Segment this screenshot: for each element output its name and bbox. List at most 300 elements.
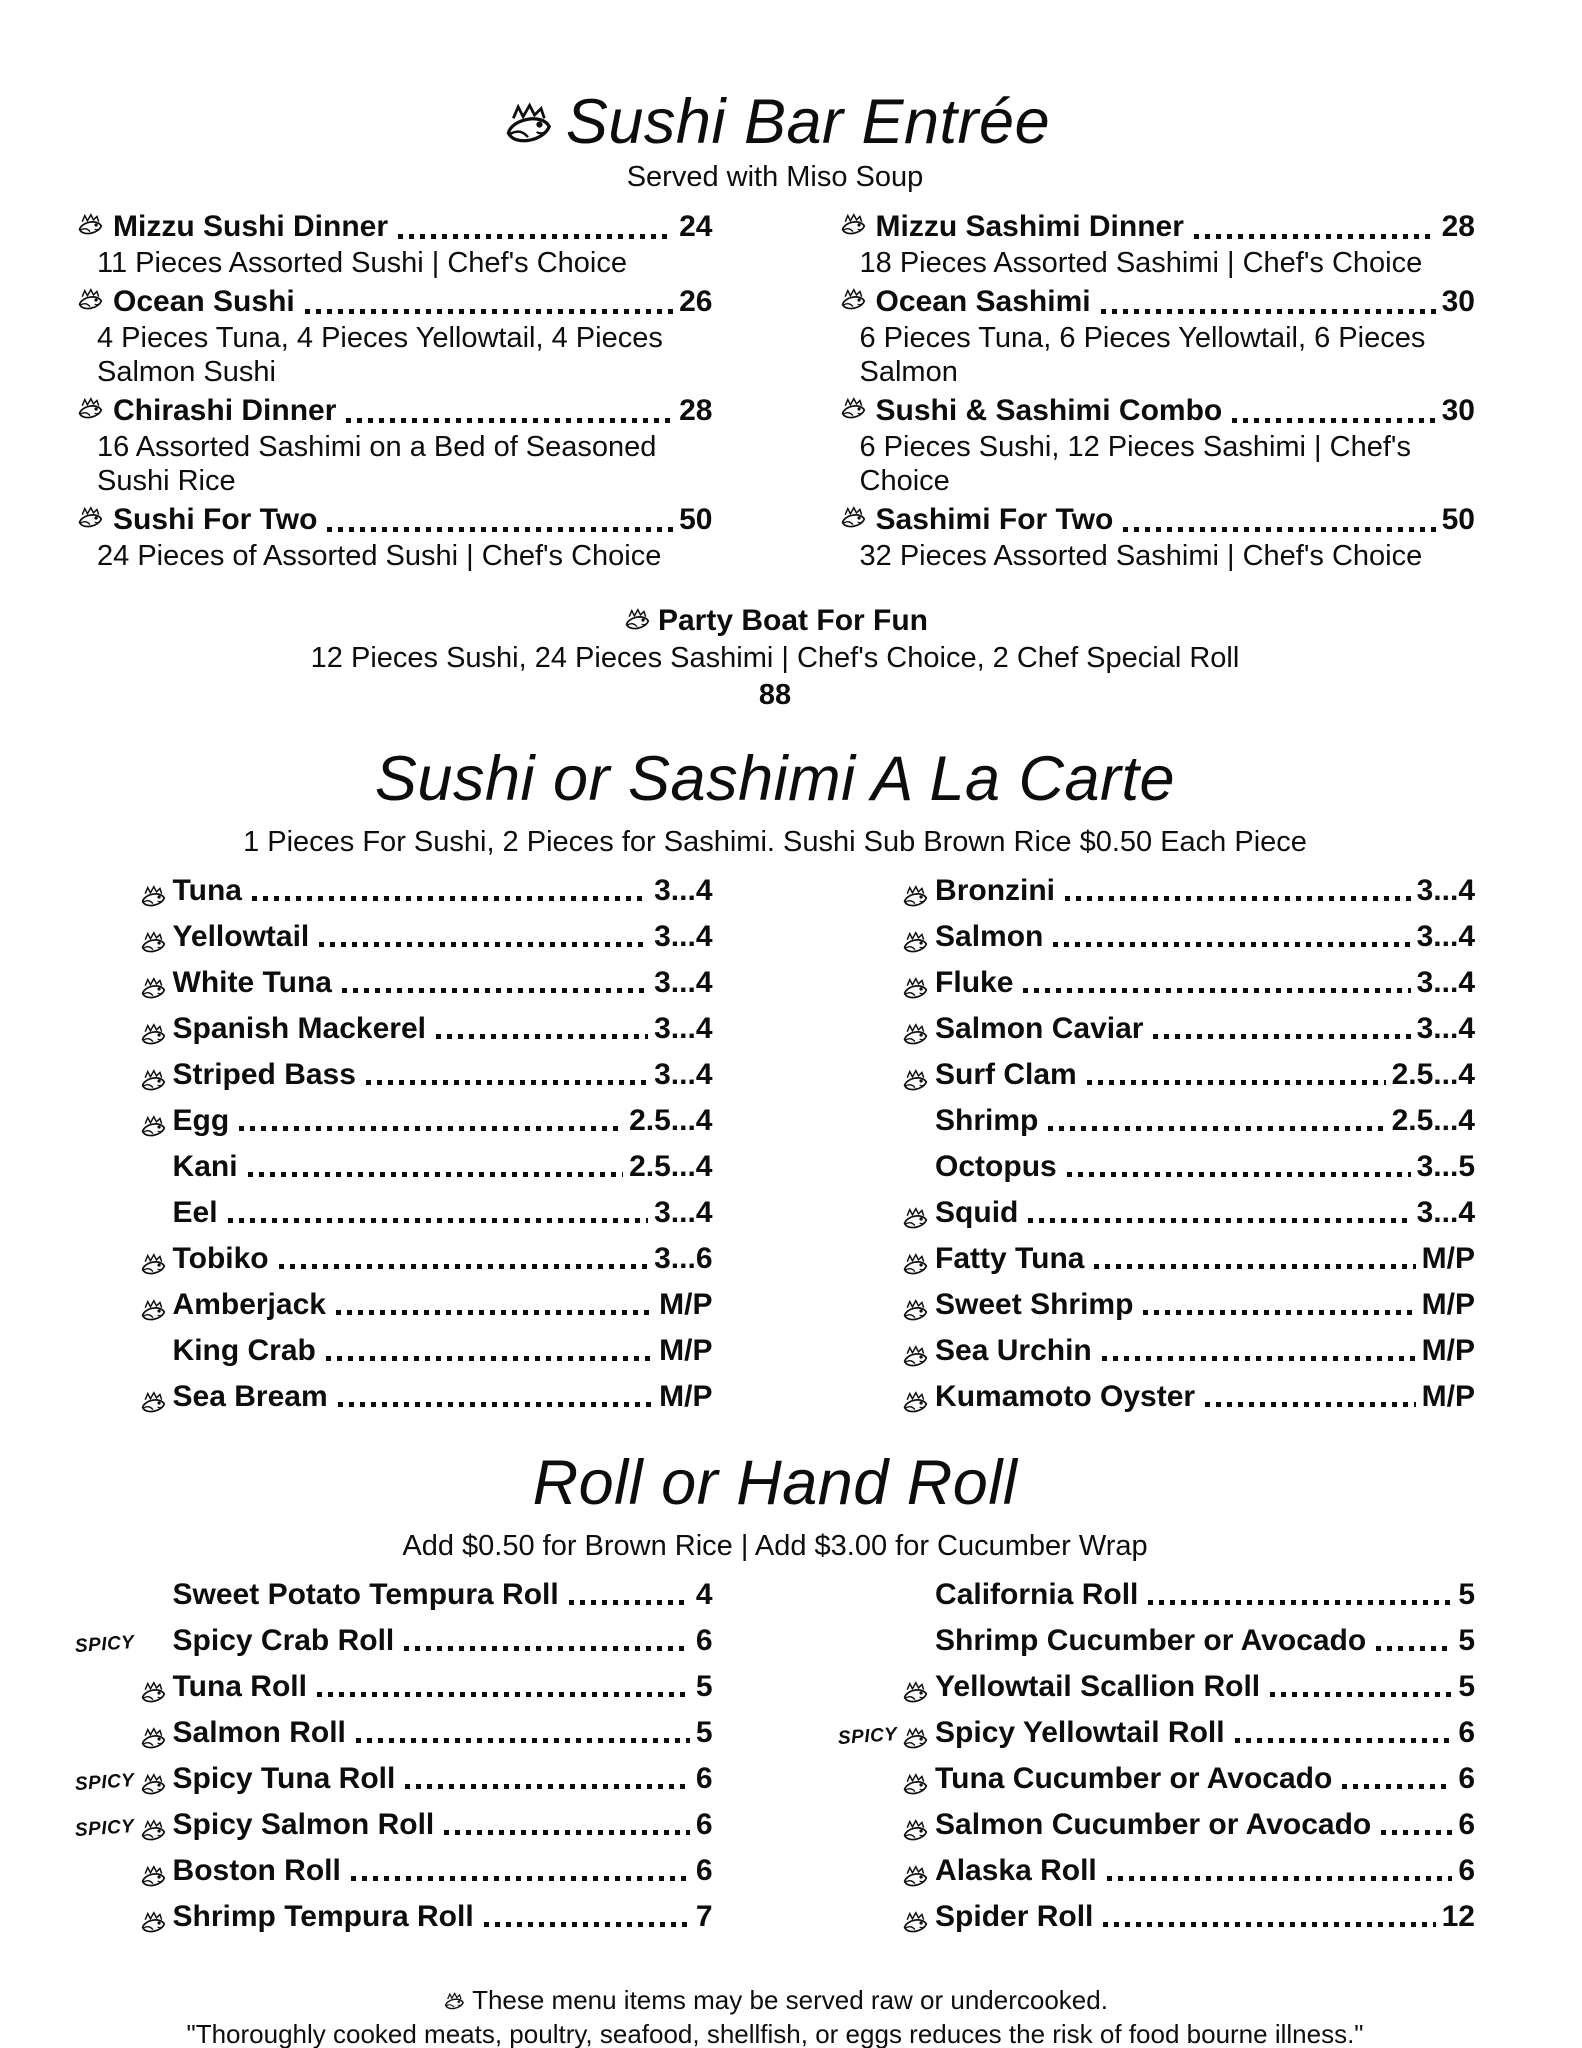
item-price: 7 xyxy=(695,1900,713,1933)
footer-raw-notice xyxy=(442,1983,1108,2017)
spicy-label: SPICY xyxy=(74,1769,136,1796)
menu-item xyxy=(838,1717,1476,1750)
item-lead xyxy=(75,1862,173,1888)
fish-icon xyxy=(900,977,930,1003)
item-name: Sashimi For Two xyxy=(875,503,1114,536)
dot-leader xyxy=(1235,1738,1453,1743)
item-name: Eel xyxy=(172,1196,218,1229)
item-lead xyxy=(838,394,876,420)
menu-item xyxy=(838,1197,1476,1230)
dot-leader xyxy=(1101,309,1436,314)
fish-icon xyxy=(900,885,930,911)
menu-item xyxy=(838,1105,1476,1138)
fish-icon xyxy=(138,1391,168,1417)
fish-icon xyxy=(838,397,868,423)
item-name: Sea Bream xyxy=(172,1380,328,1413)
item-name: Sea Urchin xyxy=(935,1334,1092,1367)
menu-item-line xyxy=(838,501,1476,539)
entree-column-right xyxy=(838,208,1476,576)
item-description: 6 Pieces Sushi, 12 Pieces Sashimi | Chef's Choice xyxy=(859,431,1411,497)
dot-leader xyxy=(398,234,673,239)
menu-item-line xyxy=(838,283,1476,321)
item-name: Spanish Mackerel xyxy=(172,1012,426,1045)
item-price: 28 xyxy=(679,394,713,427)
item-price: 5 xyxy=(695,1716,713,1749)
item-price: 3...4 xyxy=(654,1058,713,1091)
rolls-header xyxy=(75,1439,1475,1565)
menu-item-line xyxy=(838,208,1476,246)
item-name: Salmon xyxy=(935,920,1044,953)
item-lead xyxy=(838,1678,936,1704)
item-price: 6 xyxy=(1458,1854,1475,1887)
item-name: Mizzu Sushi Dinner xyxy=(113,210,389,243)
dot-leader xyxy=(239,1126,623,1131)
item-lead xyxy=(75,928,173,954)
item-lead xyxy=(838,882,936,908)
fish-icon xyxy=(838,213,868,239)
item-lead xyxy=(75,1586,173,1612)
item-lead xyxy=(838,1908,936,1934)
alacarte-columns xyxy=(75,875,1475,1427)
item-price: 3...4 xyxy=(1416,920,1475,953)
item-price: 5 xyxy=(1458,1578,1475,1611)
item-lead xyxy=(75,210,113,236)
fish-icon xyxy=(75,213,105,239)
item-name: Shrimp Cucumber or Avocado xyxy=(935,1624,1367,1657)
item-description: 32 Pieces Assorted Sashimi | Chef's Choice xyxy=(859,540,1423,572)
fish-icon xyxy=(900,1727,930,1753)
menu-item xyxy=(75,1717,713,1750)
item-description: 24 Pieces of Assorted Sushi | Chef's Choice xyxy=(97,540,662,572)
dot-leader xyxy=(336,1310,653,1315)
item-name: Ocean Sashimi xyxy=(875,285,1091,318)
item-lead xyxy=(838,1632,936,1658)
item-price: M/P xyxy=(1421,1242,1475,1275)
menu-item xyxy=(75,1625,713,1658)
item-lead xyxy=(75,1342,173,1368)
menu-item xyxy=(75,208,713,280)
item-price: 3...4 xyxy=(1416,1196,1475,1229)
party-boat-description: 12 Pieces Sushi, 24 Pieces Sashimi | Chef's Choice, 2 Chef Special Roll xyxy=(310,642,1240,674)
item-name: Alaska Roll xyxy=(935,1854,1097,1887)
dot-leader xyxy=(351,1876,690,1881)
item-lead xyxy=(75,503,113,529)
item-lead xyxy=(75,1632,173,1658)
dot-leader xyxy=(1381,1830,1452,1835)
menu-item xyxy=(838,1381,1476,1414)
item-name: Surf Clam xyxy=(935,1058,1077,1091)
dot-leader xyxy=(1376,1646,1452,1651)
fish-icon xyxy=(138,1069,168,1095)
dot-leader xyxy=(1065,896,1411,901)
item-name: Striped Bass xyxy=(172,1058,356,1091)
menu-item xyxy=(75,1013,713,1046)
fish-icon xyxy=(900,1253,930,1279)
dot-leader xyxy=(327,527,673,532)
item-lead xyxy=(75,1296,173,1322)
dot-leader xyxy=(436,1034,648,1039)
item-price: 28 xyxy=(1441,210,1475,243)
menu-item xyxy=(75,1579,713,1612)
fish-icon xyxy=(900,1391,930,1417)
item-name: Salmon Roll xyxy=(172,1716,346,1749)
menu-item xyxy=(838,1855,1476,1888)
item-lead xyxy=(838,974,936,1000)
menu-item xyxy=(838,283,1476,389)
item-name: Salmon Cucumber or Avocado xyxy=(935,1808,1372,1841)
item-lead xyxy=(75,1250,173,1276)
item-lead xyxy=(75,1678,173,1704)
item-lead xyxy=(75,974,173,1000)
menu-item xyxy=(838,1671,1476,1704)
spicy-label: SPICY xyxy=(836,1723,898,1750)
dot-leader xyxy=(1087,1080,1386,1085)
alacarte-header xyxy=(75,735,1475,861)
item-price: 6 xyxy=(1458,1762,1475,1795)
footer-cooked-notice: "Thoroughly cooked meats, poultry, seafood, shellfish, or eggs reduces the risk of food bourne illness." xyxy=(186,2019,1364,2048)
fish-icon xyxy=(900,1865,930,1891)
item-lead xyxy=(838,210,876,236)
menu-item xyxy=(75,1855,713,1888)
item-lead xyxy=(75,1816,173,1842)
item-price: 3...4 xyxy=(1416,1012,1475,1045)
menu-item xyxy=(75,392,713,498)
fish-icon xyxy=(900,1207,930,1233)
item-price: 3...4 xyxy=(1416,874,1475,907)
fish-icon xyxy=(900,931,930,957)
rolls-title: Roll or Hand Roll xyxy=(532,1448,1018,1518)
dot-leader xyxy=(338,1402,654,1407)
dot-leader xyxy=(404,1646,690,1651)
party-boat-line xyxy=(622,602,928,640)
item-price: M/P xyxy=(1421,1334,1475,1367)
menu-item xyxy=(75,1243,713,1276)
menu-item xyxy=(838,1579,1476,1612)
menu-item xyxy=(75,1335,713,1368)
dot-leader xyxy=(1053,942,1410,947)
item-price: 30 xyxy=(1441,285,1475,318)
spicy-label: SPICY xyxy=(74,1815,136,1842)
footer-raw-notice-text: These menu items may be served raw or undercooked. xyxy=(472,1985,1108,2015)
fish-icon xyxy=(900,1299,930,1325)
fish-icon xyxy=(75,506,105,532)
footer-disclaimer xyxy=(75,1983,1475,2048)
item-price: 6 xyxy=(1458,1808,1475,1841)
dot-leader xyxy=(1148,1600,1452,1605)
item-name: Bronzini xyxy=(935,874,1056,907)
item-price: 2.5...4 xyxy=(629,1104,713,1137)
menu-item xyxy=(75,1105,713,1138)
fish-icon xyxy=(138,1253,168,1279)
dot-leader xyxy=(228,1218,649,1223)
item-price: 50 xyxy=(679,503,713,536)
menu-item xyxy=(838,1901,1476,1934)
item-price: M/P xyxy=(659,1380,713,1413)
item-lead xyxy=(75,1112,173,1138)
item-name: Yellowtail Scallion Roll xyxy=(935,1670,1261,1703)
menu-item xyxy=(838,1059,1476,1092)
item-lead xyxy=(75,882,173,908)
item-price: 26 xyxy=(679,285,713,318)
item-price: 5 xyxy=(1458,1624,1475,1657)
party-boat-name: Party Boat For Fun xyxy=(657,604,928,637)
fish-icon xyxy=(138,1115,168,1141)
fish-icon xyxy=(138,885,168,911)
item-price: 30 xyxy=(1441,394,1475,427)
menu-item xyxy=(75,1671,713,1704)
party-boat-special xyxy=(75,602,1475,713)
menu-item xyxy=(75,1809,713,1842)
alacarte-title: Sushi or Sashimi A La Carte xyxy=(374,744,1176,814)
fish-icon xyxy=(900,1023,930,1049)
menu-item xyxy=(838,1625,1476,1658)
alacarte-column-right xyxy=(838,875,1476,1427)
fish-icon xyxy=(622,608,652,634)
fish-icon xyxy=(138,977,168,1003)
fish-icon xyxy=(500,102,556,151)
dot-leader xyxy=(1107,1876,1453,1881)
item-price: M/P xyxy=(1421,1380,1475,1413)
item-lead xyxy=(838,1158,936,1184)
dot-leader xyxy=(1123,527,1435,532)
dot-leader xyxy=(252,896,648,901)
dot-leader xyxy=(356,1738,690,1743)
item-lead xyxy=(75,1020,173,1046)
item-lead xyxy=(838,1204,936,1230)
dot-leader xyxy=(1232,418,1435,423)
menu-item xyxy=(75,1197,713,1230)
item-description: 11 Pieces Assorted Sushi | Chef's Choice xyxy=(97,247,627,279)
item-price: 50 xyxy=(1441,503,1475,536)
item-name: Spicy Yellowtail Roll xyxy=(935,1716,1225,1749)
fish-icon xyxy=(138,1865,168,1891)
item-name: Spicy Salmon Roll xyxy=(172,1808,435,1841)
menu-item-line xyxy=(838,392,1476,430)
item-name: Tuna xyxy=(172,874,242,907)
item-lead xyxy=(838,1250,936,1276)
item-name: Sushi & Sashimi Combo xyxy=(875,394,1223,427)
fish-icon xyxy=(900,1819,930,1845)
menu-item xyxy=(838,1013,1476,1046)
dot-leader xyxy=(1103,1922,1435,1927)
item-lead xyxy=(838,1770,936,1796)
menu-item xyxy=(838,875,1476,908)
menu-item xyxy=(838,208,1476,280)
item-price: 2.5...4 xyxy=(1391,1104,1475,1137)
item-price: 6 xyxy=(695,1854,713,1887)
item-price: 4 xyxy=(695,1578,713,1611)
item-lead xyxy=(838,1724,936,1750)
item-lead xyxy=(75,1908,173,1934)
item-price: 5 xyxy=(695,1670,713,1703)
menu-item xyxy=(75,1381,713,1414)
fish-icon xyxy=(138,931,168,957)
item-lead xyxy=(838,1342,936,1368)
fish-icon xyxy=(75,397,105,423)
item-price: 6 xyxy=(695,1624,713,1657)
menu-item xyxy=(838,501,1476,573)
item-name: Squid xyxy=(935,1196,1019,1229)
fish-icon xyxy=(900,1681,930,1707)
item-description: 4 Pieces Tuna, 4 Pieces Yellowtail, 4 Pieces Salmon Sushi xyxy=(97,322,663,388)
item-description: 16 Assorted Sashimi on a Bed of Seasoned Sushi Rice xyxy=(97,431,657,497)
menu-item xyxy=(75,1289,713,1322)
item-lead xyxy=(75,1388,173,1414)
item-description: 6 Pieces Tuna, 6 Pieces Yellowtail, 6 Pieces Salmon xyxy=(859,322,1426,388)
fish-icon xyxy=(138,1911,168,1937)
item-price: 5 xyxy=(1458,1670,1475,1703)
item-lead xyxy=(838,1112,936,1138)
fish-icon xyxy=(138,1023,168,1049)
item-price: 24 xyxy=(679,210,713,243)
item-price: 3...4 xyxy=(654,966,713,999)
item-name: Spicy Tuna Roll xyxy=(172,1762,396,1795)
item-lead xyxy=(838,1862,936,1888)
item-description: 18 Pieces Assorted Sashimi | Chef's Choice xyxy=(859,247,1423,279)
alacarte-subtitle: 1 Pieces For Sushi, 2 Pieces for Sashimi. Sushi Sub Brown Rice $0.50 Each Piece xyxy=(243,826,1307,858)
alacarte-column-left xyxy=(75,875,713,1427)
dot-leader xyxy=(405,1784,689,1789)
dot-leader xyxy=(366,1080,648,1085)
item-price: 3...4 xyxy=(1416,966,1475,999)
item-lead xyxy=(838,1020,936,1046)
menu-item xyxy=(838,1243,1476,1276)
item-name: Sushi For Two xyxy=(113,503,318,536)
menu-item xyxy=(838,392,1476,498)
item-name: Tuna Cucumber or Avocado xyxy=(935,1762,1333,1795)
dot-leader xyxy=(1270,1692,1452,1697)
menu-item xyxy=(75,875,713,908)
dot-leader xyxy=(317,1692,690,1697)
menu-item-line xyxy=(75,283,713,321)
spicy-label: SPICY xyxy=(74,1631,136,1658)
dot-leader xyxy=(1067,1172,1411,1177)
item-price: 3...6 xyxy=(654,1242,713,1275)
menu-item xyxy=(75,1151,713,1184)
menu-item-line xyxy=(75,208,713,246)
item-lead xyxy=(75,1770,173,1796)
entree-columns xyxy=(75,208,1475,576)
entree-title: Sushi Bar Entrée xyxy=(75,86,1475,158)
dot-leader xyxy=(326,1356,653,1361)
item-lead xyxy=(75,1066,173,1092)
dot-leader xyxy=(569,1600,690,1605)
item-name: Egg xyxy=(172,1104,230,1137)
menu-item xyxy=(838,1763,1476,1796)
dot-leader xyxy=(1094,1264,1415,1269)
fish-icon xyxy=(838,288,868,314)
menu-item xyxy=(838,921,1476,954)
item-name: Sweet Potato Tempura Roll xyxy=(172,1578,559,1611)
fish-icon xyxy=(442,1992,466,2013)
dot-leader xyxy=(1102,1356,1416,1361)
item-name: Tuna Roll xyxy=(172,1670,307,1703)
item-name: King Crab xyxy=(172,1334,316,1367)
entree-header xyxy=(75,86,1475,196)
dot-leader xyxy=(1194,234,1436,239)
item-name: Spicy Crab Roll xyxy=(172,1624,395,1657)
menu-item xyxy=(838,1151,1476,1184)
item-price: M/P xyxy=(659,1288,713,1321)
dot-leader xyxy=(444,1830,690,1835)
item-name: Sweet Shrimp xyxy=(935,1288,1134,1321)
dot-leader xyxy=(346,418,673,423)
item-lead xyxy=(838,1816,936,1842)
dot-leader xyxy=(319,942,648,947)
menu-item xyxy=(75,283,713,389)
fish-icon xyxy=(900,1773,930,1799)
rolls-columns xyxy=(75,1579,1475,1947)
rolls-column-right xyxy=(838,1579,1476,1947)
dot-leader xyxy=(248,1172,624,1177)
fish-icon xyxy=(900,1345,930,1371)
item-price: 3...4 xyxy=(654,1012,713,1045)
item-lead xyxy=(838,1296,936,1322)
item-price: M/P xyxy=(659,1334,713,1367)
item-name: Shrimp Tempura Roll xyxy=(172,1900,474,1933)
item-name: California Roll xyxy=(935,1578,1139,1611)
item-price: 6 xyxy=(695,1762,713,1795)
rolls-subtitle: Add $0.50 for Brown Rice | Add $3.00 for Cucumber Wrap xyxy=(402,1530,1148,1562)
dot-leader xyxy=(1143,1310,1415,1315)
item-price: 2.5...4 xyxy=(1391,1058,1475,1091)
item-lead xyxy=(838,1586,936,1612)
item-name: Ocean Sushi xyxy=(113,285,295,318)
fish-icon xyxy=(138,1727,168,1753)
menu-item xyxy=(75,1059,713,1092)
rolls-column-left xyxy=(75,1579,713,1947)
dot-leader xyxy=(342,988,648,993)
menu-item xyxy=(838,1289,1476,1322)
item-name: Kumamoto Oyster xyxy=(935,1380,1196,1413)
item-name: Fluke xyxy=(935,966,1014,999)
dot-leader xyxy=(1153,1034,1410,1039)
fish-icon xyxy=(138,1773,168,1799)
item-price: 3...4 xyxy=(654,1196,713,1229)
dot-leader xyxy=(279,1264,649,1269)
entree-subtitle: Served with Miso Soup xyxy=(626,161,924,193)
item-lead xyxy=(75,1204,173,1230)
item-lead xyxy=(75,394,113,420)
menu-item xyxy=(75,967,713,1000)
item-name: White Tuna xyxy=(172,966,332,999)
item-lead xyxy=(838,503,876,529)
item-name: Tobiko xyxy=(172,1242,269,1275)
dot-leader xyxy=(1205,1402,1416,1407)
item-name: Kani xyxy=(172,1150,238,1183)
menu-item xyxy=(75,1763,713,1796)
item-lead xyxy=(838,928,936,954)
dot-leader xyxy=(305,309,673,314)
item-lead xyxy=(838,1066,936,1092)
item-name: Amberjack xyxy=(172,1288,326,1321)
item-name: Shrimp xyxy=(935,1104,1039,1137)
fish-icon xyxy=(838,506,868,532)
menu-item-line xyxy=(75,392,713,430)
menu-item xyxy=(75,501,713,573)
item-name: Mizzu Sashimi Dinner xyxy=(875,210,1184,243)
item-name: Chirashi Dinner xyxy=(113,394,337,427)
item-lead xyxy=(75,1724,173,1750)
item-price: 6 xyxy=(1458,1716,1475,1749)
item-price: M/P xyxy=(1421,1288,1475,1321)
party-boat-price: 88 xyxy=(758,679,792,711)
entree-column-left xyxy=(75,208,713,576)
item-price: 12 xyxy=(1441,1900,1475,1933)
menu-item xyxy=(75,1901,713,1934)
item-name: Octopus xyxy=(935,1150,1057,1183)
item-price: 3...4 xyxy=(654,874,713,907)
